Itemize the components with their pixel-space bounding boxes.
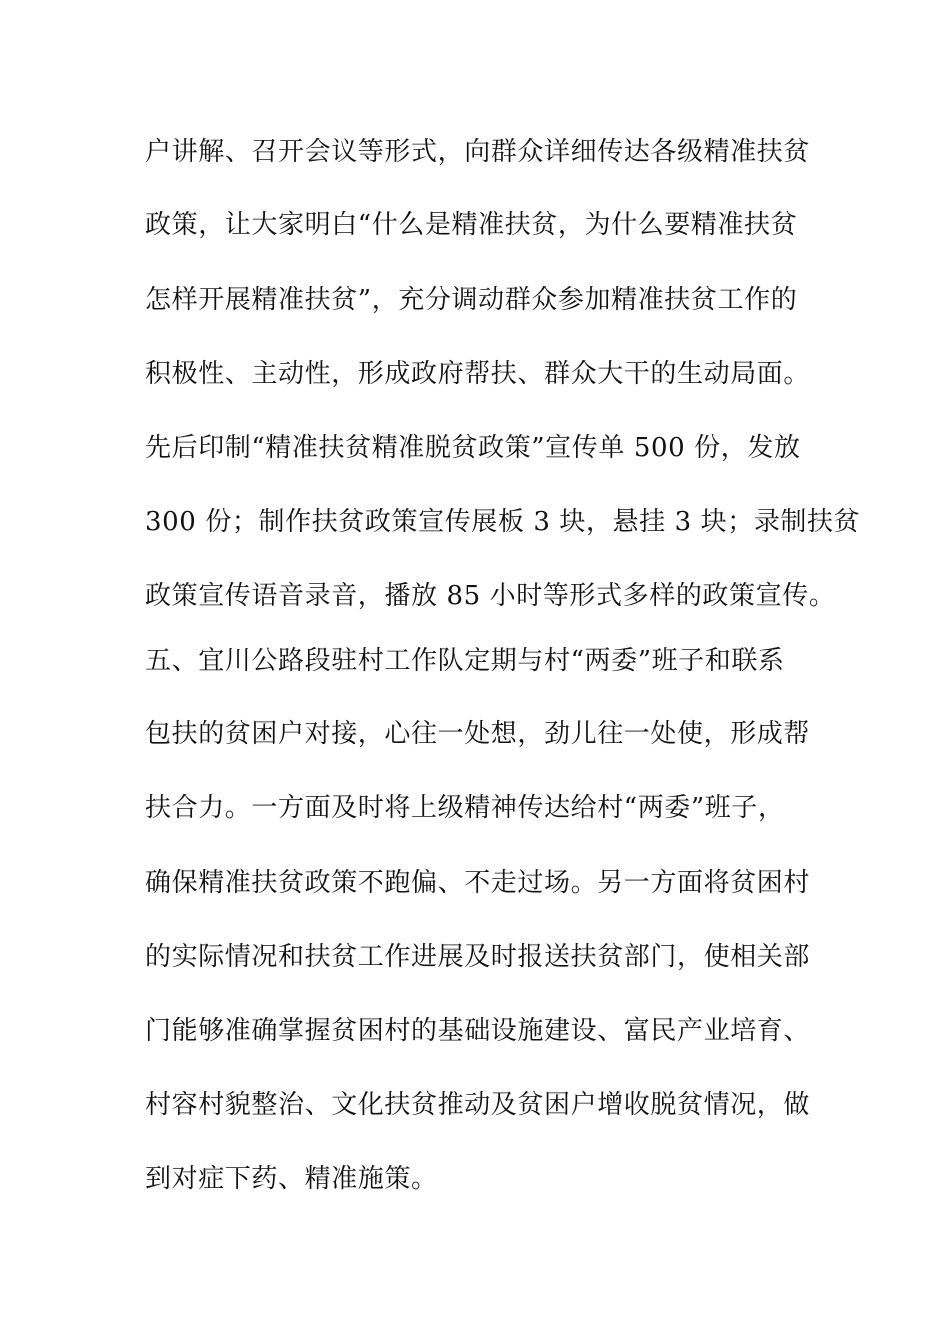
text-line-3: 怎样开展精准扶贫”，充分调动群众参加精准扶贫工作的 [145,285,798,315]
text-line-12: 的实际情况和扶贫工作进展及时报送扶贫部门，使相关部 [145,942,811,972]
text-line-6: 300 份；制作扶贫政策宣传展板 3 块，悬挂 3 块；录制扶贫 [145,507,861,537]
text-line-7: 政策宣传语音录音，播放 85 小时等形式多样的政策宣传。 [145,581,836,611]
text-line-11: 确保精准扶贫政策不跑偏、不走过场。另一方面将贫困村 [145,868,811,898]
text-line-9: 包扶的贫困户对接，心往一处想，劲儿往一处使，形成帮 [145,719,811,749]
text-line-4: 积极性、主动性，形成政府帮扶、群众大干的生动局面。 [145,359,811,389]
text-line-8: 五、宜川公路段驻村工作队定期与村“两委”班子和联系 [145,646,785,676]
text-line-15: 到对症下药、精准施策。 [145,1164,438,1194]
text-line-1: 户讲解、召开会议等形式，向群众详细传达各级精准扶贫 [145,137,811,167]
text-line-13: 门能够准确掌握贫困村的基础设施建设、富民产业培育、 [145,1016,811,1046]
text-line-14: 村容村貌整治、文化扶贫推动及贫困户增收脱贫情况，做 [145,1090,811,1120]
text-line-10: 扶合力。一方面及时将上级精神传达给村“两委”班子， [145,793,785,823]
text-line-2: 政策，让大家明白“什么是精准扶贫，为什么要精准扶贫 [145,210,798,240]
text-line-5: 先后印制“精准扶贫精准脱贫政策”宣传单 500 份，发放 [145,433,801,463]
